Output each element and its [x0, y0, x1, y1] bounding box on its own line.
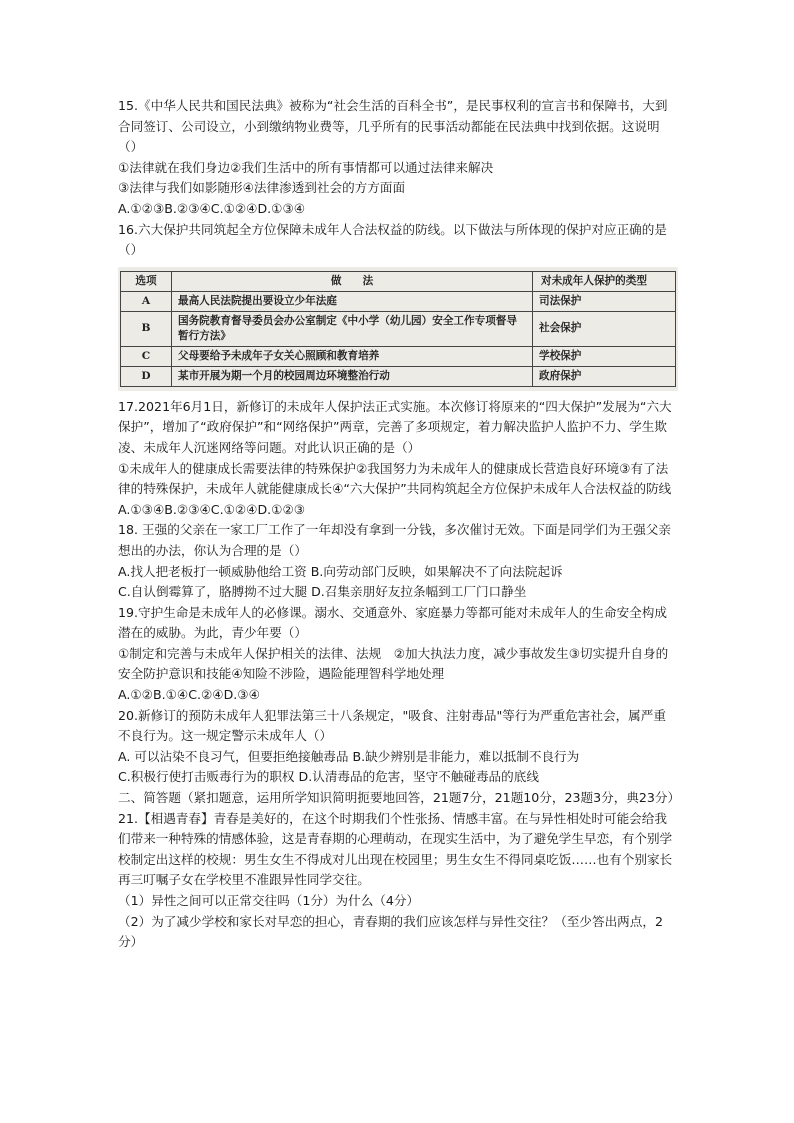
q17-stem: 17.2021年6月1日，新修订的未成年人保护法正式实施。本次修订将原来的“四大保护”发展为“六大保护”，增加了“政府保护”和“网络保护”两章，完善了多项规定，着力解决监护人监护不力、学生欺凌、未成年人沉迷网络等问题。对此认识正确的是（） [118, 398, 672, 455]
q19-stem: 19.守护生命是未成年人的必修课。溺水、交通意外、家庭暴力等都可能对未成年人的生命安全构成潜在的威胁。为此，青少年要（） [118, 604, 667, 641]
q18-options-cd: C.自认倒霉算了，胳膊拗不过大腿 D.召集亲朋好友拉条幅到工厂门口静坐 [118, 584, 527, 600]
q21-subquestion-1: （1）异性之间可以正常交往吗（1分）为什么（4分） [118, 893, 420, 908]
table-row [121, 346, 676, 366]
row-type: 学校保护 [533, 346, 676, 366]
q17-items: ①未成年人的健康成长需要法律的特殊保护②我国努力为未成年人的健康成长营造良好环境③有了法律的特殊保护，未成年人就能健康成长④“六大保护”共同构筑起全方位保护未成年人合法权益的防线 [118, 460, 672, 497]
row-type: 司法保护 [533, 291, 676, 311]
q15-items-line2: ③法律与我们如影随形④法律渗透到社会的方方面面 [118, 180, 406, 196]
table-row [121, 291, 676, 311]
q17-options: A.①③④B.②③④C.①②④D.①②③ [118, 501, 306, 517]
section-title: 二、简答题（紧扣题意，运用所学知识简明扼要地回答，21题7分，21题10分，23题3分，典23分） [118, 790, 681, 806]
q15-stem: 15.《中华人民共和国民法典》被称为“社会生活的百科全书”，是民事权利的宣言书和保障书，大到合同签订、公司设立，小到缴纳物业费等，几乎所有的民事活动都能在民法典中找到依据。这说明（） [118, 98, 668, 155]
q16-table [120, 271, 676, 387]
q16-table-image [118, 267, 678, 391]
row-practice: 父母要给予未成年子女关心照顾和教育培养 [172, 346, 533, 366]
q19-items: ①制定和完善与未成年人保护相关的法律、法规 ②加大执法力度，减少事故发生③切实提升自身的安全防护意识和技能④知险不涉险，遇险能理智科学地处理 [118, 645, 669, 682]
q21-stem: 21.【相遇青春】青春是美好的，在这个时期我们个性张扬、情感丰富。在与异性相处时可能会给我们带来一种特殊的情感体验，这是青春期的心理萌动，在现实生活中，为了避免学生早恋，有个别学校制定出这样的校规：男生女生不得成对儿出现在校园里；男生女生不得同桌吃饭……也有个别家长再三叮嘱子女在学校里不准跟异性同学交往。 [118, 810, 673, 888]
q16-stem: 16.六大保护共同筑起全方位保障未成年人合法权益的防线。以下做法与所体现的保护对应正确的是（） [118, 221, 667, 258]
table-row [121, 366, 676, 386]
header-type: 对未成年人保护的类型 [533, 271, 676, 291]
header-practice: 做 法 [172, 271, 533, 291]
q20-stem: 20.新修订的预防未成年人犯罪法第三十八条规定，"吸食、注射毒品"等行为严重危害社会，属严重不良行为。这一规定警示未成年人（） [118, 707, 666, 744]
row-option: D [121, 366, 172, 386]
row-practice: 国务院教育督导委员会办公室制定《中小学（幼儿园）安全工作专项督导暂行方法》 [172, 311, 533, 346]
q15-options: A.①②③B.②③④C.①②④D.①③④ [118, 200, 306, 216]
row-option: C [121, 346, 172, 366]
q18-stem: 18. 王强的父亲在一家工厂工作了一年却没有拿到一分钱，多次催讨无效。下面是同学们为王强父亲想出的办法，你认为合理的是（） [118, 522, 671, 558]
header-option: 选项 [121, 271, 172, 291]
row-practice: 最高人民法院提出要设立少年法庭 [172, 291, 533, 311]
row-practice: 某市开展为期一个月的校园周边环境整治行动 [172, 366, 533, 386]
q20-options-ab: A. 可以沾染不良习气，但要拒绝接触毒品 B.缺少辨别是非能力，难以抵制不良行为 [118, 748, 580, 764]
row-type: 社会保护 [533, 311, 676, 346]
exam-content [118, 96, 681, 953]
row-option: A [121, 291, 172, 311]
table-row [121, 311, 676, 346]
q15-items-line1: ①法律就在我们身边②我们生活中的所有事情都可以通过法律来解决 [118, 159, 494, 175]
q19-options: A.①②B.①④C.②④D.③④ [118, 687, 260, 703]
q18-options-ab: A.找人把老板打一顿威胁他给工资 B.向劳动部门反映，如果解决不了向法院起诉 [118, 563, 563, 579]
q21-subquestion-2: （2）为了减少学校和家长对早恋的担心，青春期的我们应该怎样与异性交往？（至少答出两点，2分） [118, 913, 663, 950]
q20-options-cd: C.积极行使打击贩毒行为的职权 D.认清毒品的危害，坚守不触碰毒品的底线 [118, 769, 539, 785]
row-option: B [121, 311, 172, 346]
row-type: 政府保护 [533, 366, 676, 386]
table-header-row [121, 271, 676, 291]
